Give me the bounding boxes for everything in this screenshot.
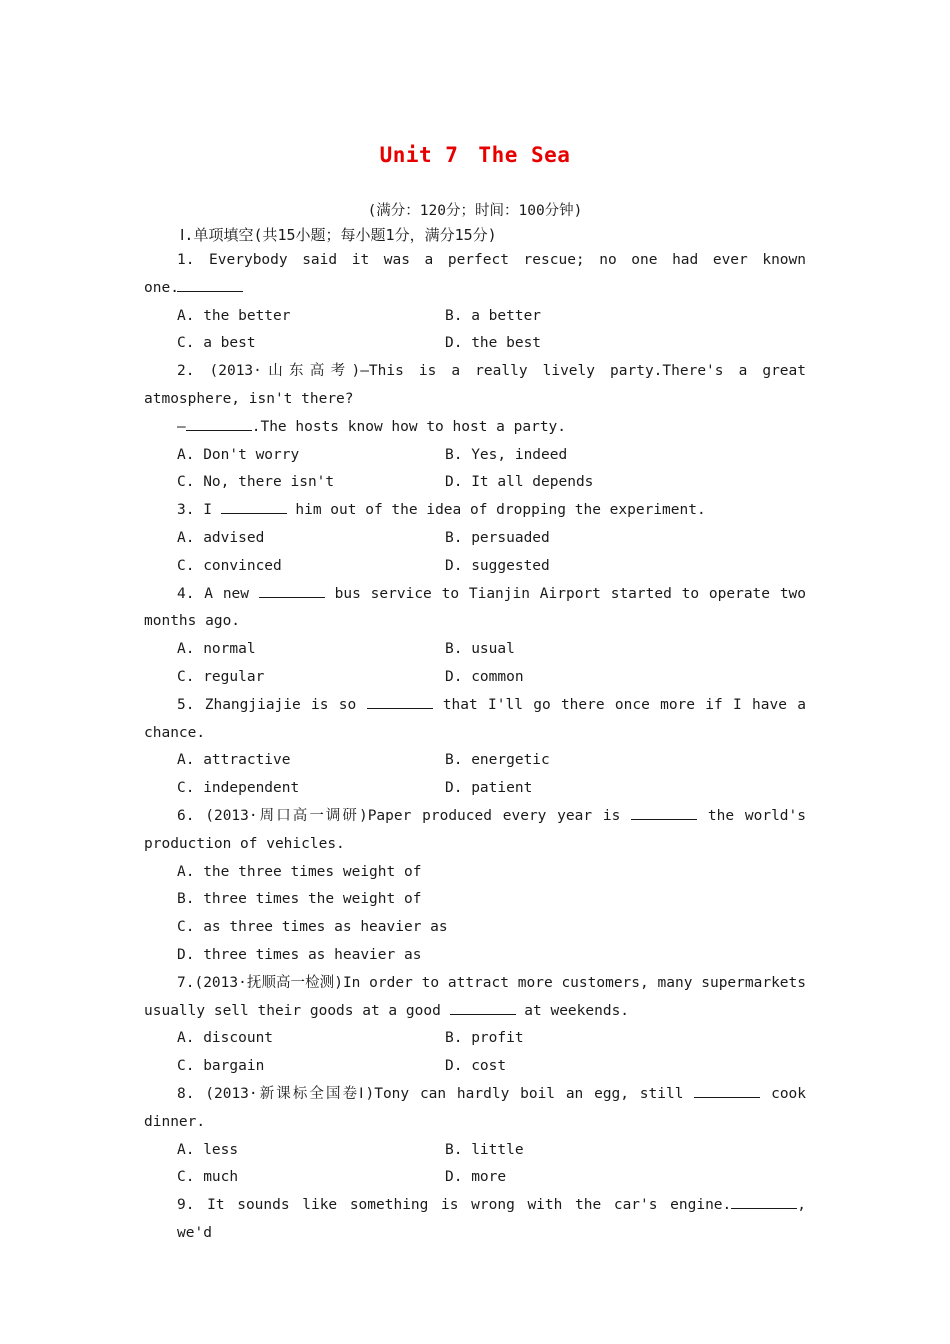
option-b: B. profit <box>445 1030 524 1047</box>
option-c: C. regular <box>177 668 265 685</box>
option-b: B. persuaded <box>445 529 550 546</box>
question-2-tail: atmosphere, isn't there? <box>144 390 354 407</box>
question-5-line: 5. Zhangjiajie is so that I'll go there once more if I have a <box>144 692 806 720</box>
option-c: C. convinced <box>177 557 282 574</box>
question-6-line: 6. (2013·周口高一调研)Paper produced every year is the world's <box>144 803 806 831</box>
question-6-option-d: D. three times as heavier as <box>177 946 422 963</box>
document-title <box>0 143 950 167</box>
option-d: D. more <box>445 1169 507 1186</box>
question-8-tail: dinner. <box>144 1113 206 1130</box>
title-unit: Unit 7 <box>379 143 459 167</box>
option-a: A. advised <box>177 529 265 546</box>
option-a: A. attractive <box>177 752 291 769</box>
question-2-line: 2. (2013·山东高考)—This is a really lively party.There's a great <box>177 363 806 380</box>
option-d: D. cost <box>445 1058 507 1075</box>
option-d: D. common <box>445 668 524 685</box>
score-time-info: (满分：120分；时间：100分钟) <box>367 203 583 219</box>
question-6-option-c: C. as three times as heavier as <box>177 919 448 936</box>
option-a: A. normal <box>177 641 256 658</box>
option-c: C. independent <box>177 780 300 797</box>
option-c: C. bargain <box>177 1058 265 1075</box>
answer-blank <box>731 1194 797 1209</box>
question-7-options-ab <box>144 1025 806 1053</box>
title-topic: The Sea <box>478 143 571 167</box>
question-1-tail: one. <box>144 279 179 296</box>
question-7-tail: usually sell their goods at a good at weekends. <box>144 998 806 1026</box>
answer-blank <box>631 805 697 820</box>
question-7-line: 7.(2013·抚顺高一检测)In order to attract more customers, many supermarkets <box>177 974 806 991</box>
question-3-line: 3. I him out of the idea of dropping the experiment. <box>144 497 806 525</box>
question-3-options-cd <box>144 553 806 581</box>
answer-blank <box>177 277 243 292</box>
question-3-options-ab <box>144 525 806 553</box>
question-6-tail: production of vehicles. <box>144 835 345 852</box>
option-b: B. usual <box>445 641 515 658</box>
option-d: D. suggested <box>445 557 550 574</box>
question-list <box>144 247 807 1241</box>
question-4-tail: months ago. <box>144 613 241 630</box>
option-a: A. Don't worry <box>177 446 300 463</box>
question-8-options-cd <box>144 1164 806 1192</box>
question-5-options-cd <box>144 775 806 803</box>
option-d: D. the best <box>445 335 542 352</box>
question-6-option-b: B. three times the weight of <box>177 891 422 908</box>
question-8-line: 8. (2013·新课标全国卷Ⅰ)Tony can hardly boil an egg, still cook <box>144 1081 806 1109</box>
option-a: A. discount <box>177 1030 274 1047</box>
answer-blank <box>186 416 252 431</box>
section-heading: Ⅰ.单项填空(共15小题；每小题1分，满分15分) <box>180 226 497 244</box>
question-7-options-cd <box>144 1053 806 1081</box>
option-d: D. It all depends <box>445 474 594 491</box>
answer-blank <box>367 694 433 709</box>
question-4-options-cd <box>144 664 806 692</box>
option-c: C. a best <box>177 335 256 352</box>
option-c: C. much <box>177 1169 239 1186</box>
question-2-reply: — .The hosts know how to host a party. <box>144 414 806 442</box>
question-4-options-ab <box>144 636 806 664</box>
answer-blank <box>259 583 325 598</box>
answer-blank <box>450 1000 516 1015</box>
option-b: B. little <box>445 1141 524 1158</box>
option-b: B. Yes, indeed <box>445 446 568 463</box>
question-2-options-cd <box>144 469 806 497</box>
question-8-options-ab <box>144 1137 806 1165</box>
question-1-options-cd <box>144 330 806 358</box>
question-5-tail: chance. <box>144 724 206 741</box>
option-d: D. patient <box>445 780 533 797</box>
question-5-options-ab <box>144 747 806 775</box>
question-9-line: 9. It sounds like something is wrong with the car's engine. , we'd <box>144 1192 806 1220</box>
question-6-option-a: A. the three times weight of <box>177 863 422 880</box>
answer-blank <box>221 499 287 514</box>
option-b: B. a better <box>445 307 542 324</box>
question-1-line: 1. Everybody said it was a perfect rescue; no one had ever known <box>144 247 806 275</box>
answer-blank <box>694 1083 760 1098</box>
question-4-line: 4. A new bus service to Tianjin Airport started to operate two <box>144 581 806 609</box>
question-1-options-ab <box>144 303 806 331</box>
option-a: A. less <box>177 1141 239 1158</box>
option-a: A. the better <box>177 307 291 324</box>
option-c: C. No, there isn't <box>177 474 335 491</box>
option-b: B. energetic <box>445 752 550 769</box>
question-2-options-ab <box>144 442 806 470</box>
